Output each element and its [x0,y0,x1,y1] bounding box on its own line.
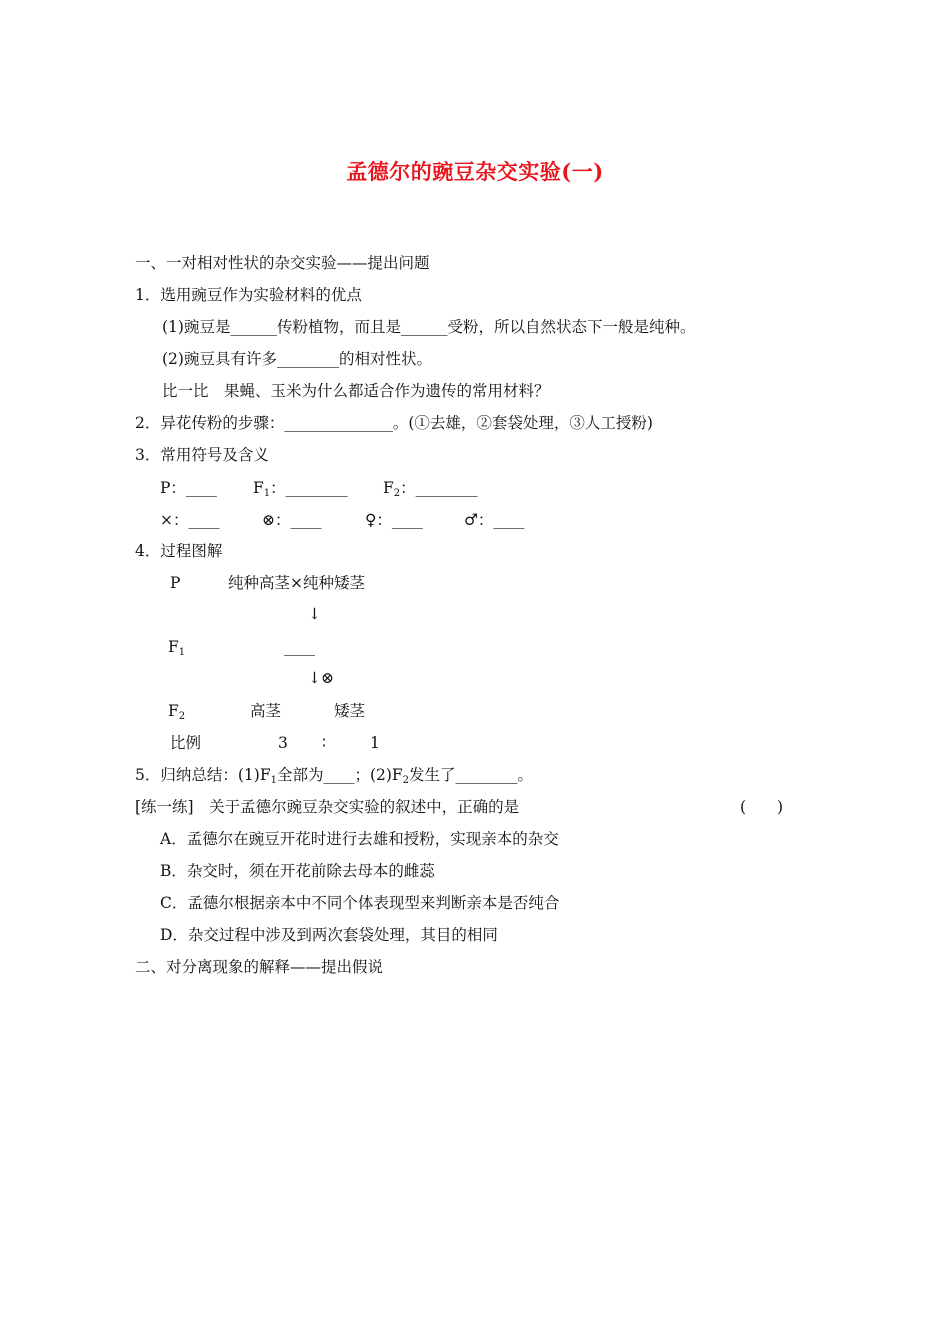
symbol-cross: ×：____ [160,511,220,529]
f-letter: F [383,479,394,497]
section2-heading: 二、对分离现象的解释——提出假说 [135,958,384,976]
option-c: C．孟德尔根据亲本中不同个体表现型来判断亲本是否纯合 [160,894,560,912]
f2-subscript: 2 [178,711,186,722]
symbol-f1 [253,478,348,501]
q5-pre: 5．归纳总结：(1)F [135,766,271,784]
diagram-f2-short: 矮茎 [334,702,366,720]
f1-subscript: 1 [270,775,277,786]
f1-subscript: 1 [178,647,186,658]
symbol-male: ♂：____ [464,511,525,529]
f-letter: F [168,638,179,656]
diagram-f1-blank: ____ [284,638,315,656]
page-title: 孟德尔的豌豆杂交实验(一) [346,159,604,184]
option-b: B．杂交时，须在开花前除去母本的雌蕊 [160,862,435,880]
symbol-female: ♀：____ [365,511,423,529]
symbol-f1-text: ：________ [270,479,348,497]
practice-stem: [练一练] 关于孟德尔豌豆杂交实验的叙述中，正确的是 [135,798,520,816]
f-letter: F [168,702,179,720]
f1-subscript: 1 [263,488,271,499]
diagram-p-cross: 纯种高茎×纯种矮茎 [228,574,365,592]
selfing-arrow-icon: ↓⊗ [308,669,334,687]
diagram-p-label: P [170,574,181,592]
section1-heading: 一、一对相对性状的杂交实验——提出问题 [135,254,430,272]
diagram-ratio-b: 1 [370,734,380,752]
diagram-f1-label [168,637,185,660]
diagram-f2-tall: 高茎 [250,702,282,720]
q1-item2: (2)豌豆具有许多________的相对性状。 [162,350,432,368]
symbol-p: P：____ [160,479,217,497]
diagram-ratio-label: 比例 [170,734,202,752]
diagram-ratio-a: 3 [278,734,288,752]
diagram-f2-label [168,701,185,724]
f2-subscript: 2 [402,775,410,786]
down-arrow-icon: ↓ [308,605,321,623]
q3-label: 3．常用符号及含义 [135,446,269,464]
symbol-f2 [383,478,478,501]
f-letter: F [253,479,264,497]
answer-parentheses: ( ) [740,798,784,816]
f2-subscript: 2 [393,488,401,499]
q1-label: 1．选用豌豆作为实验材料的优点 [135,286,362,304]
q1-item1: (1)豌豆是______传粉植物，而且是______受粉，所以自然状态下一般是纯种。 [162,318,696,336]
q2: 2．异花传粉的步骤：______________。(①去雄，②套袋处理，③人工授粉) [135,414,653,432]
q5 [135,765,533,788]
symbol-self: ⊗：____ [262,511,322,529]
q4-label: 4．过程图解 [135,542,223,560]
q5-mid: 全部为____；(2)F [276,766,403,784]
q5-post: 发生了________。 [409,766,534,784]
option-d: D．杂交过程中涉及到两次套袋处理，其目的相同 [160,926,498,944]
q1-compare: 比一比 果蝇、玉米为什么都适合作为遗传的常用材料？ [162,382,550,400]
diagram-ratio-sep: ∶ [322,734,327,752]
option-a: A．孟德尔在豌豆开花时进行去雄和授粉，实现亲本的杂交 [160,830,559,848]
symbol-f2-text: ：________ [400,479,478,497]
